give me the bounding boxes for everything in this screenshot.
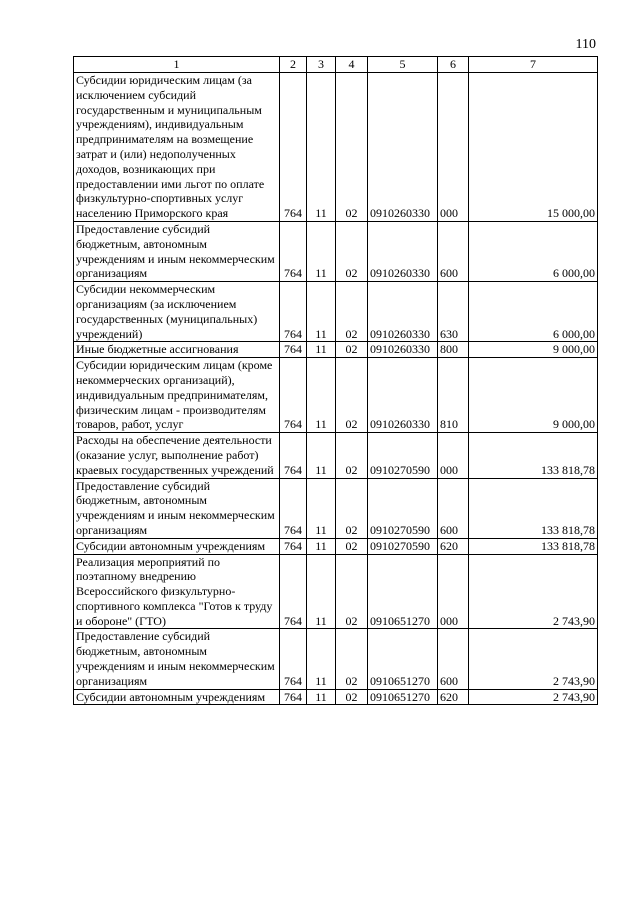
page-number: 110 [575, 37, 596, 52]
target-article-code: 0910651270 [368, 554, 438, 629]
column-header: 3 [307, 57, 336, 73]
row-description: Субсидии некоммерческим организациям (за исключением государственных (муниципальных) учреждений) [74, 282, 280, 342]
column-header: 2 [280, 57, 307, 73]
ministry-code: 764 [280, 629, 307, 689]
section-code: 11 [307, 73, 336, 222]
amount: 15 000,00 [469, 73, 598, 222]
amount: 9 000,00 [469, 342, 598, 358]
amount: 2 743,90 [469, 689, 598, 705]
table-row [74, 689, 598, 705]
section-code: 11 [307, 689, 336, 705]
section-code: 11 [307, 554, 336, 629]
subsection-code: 02 [336, 221, 368, 281]
expense-type-code: 000 [438, 433, 469, 478]
subsection-code: 02 [336, 73, 368, 222]
section-code: 11 [307, 358, 336, 433]
section-code: 11 [307, 538, 336, 554]
expense-type-code: 000 [438, 554, 469, 629]
expense-type-code: 600 [438, 221, 469, 281]
ministry-code: 764 [280, 282, 307, 342]
column-header: 6 [438, 57, 469, 73]
table-row [74, 478, 598, 538]
subsection-code: 02 [336, 554, 368, 629]
section-code: 11 [307, 282, 336, 342]
section-code: 11 [307, 478, 336, 538]
amount: 6 000,00 [469, 282, 598, 342]
ministry-code: 764 [280, 478, 307, 538]
target-article-code: 0910260330 [368, 73, 438, 222]
target-article-code: 0910270590 [368, 478, 438, 538]
target-article-code: 0910260330 [368, 342, 438, 358]
section-code: 11 [307, 221, 336, 281]
section-code: 11 [307, 629, 336, 689]
target-article-code: 0910651270 [368, 689, 438, 705]
expense-type-code: 630 [438, 282, 469, 342]
row-description: Иные бюджетные ассигнования [74, 342, 280, 358]
table-row [74, 554, 598, 629]
target-article-code: 0910260330 [368, 358, 438, 433]
row-description: Предоставление субсидий бюджетным, автономным учреждениям и иным некоммерческим организациям [74, 478, 280, 538]
amount: 2 743,90 [469, 629, 598, 689]
expense-type-code: 800 [438, 342, 469, 358]
table-row [74, 282, 598, 342]
row-description: Предоставление субсидий бюджетным, автономным учреждениям и иным некоммерческим организациям [74, 629, 280, 689]
header-row [74, 57, 598, 73]
column-header: 4 [336, 57, 368, 73]
column-header: 7 [469, 57, 598, 73]
ministry-code: 764 [280, 221, 307, 281]
expense-type-code: 600 [438, 629, 469, 689]
amount: 9 000,00 [469, 358, 598, 433]
table-row [74, 538, 598, 554]
amount: 6 000,00 [469, 221, 598, 281]
ministry-code: 764 [280, 358, 307, 433]
subsection-code: 02 [336, 538, 368, 554]
expense-type-code: 000 [438, 73, 469, 222]
budget-table [73, 56, 598, 705]
row-description: Расходы на обеспечение деятельности (оказание услуг, выполнение работ) краевых государственных учреждений [74, 433, 280, 478]
amount: 2 743,90 [469, 554, 598, 629]
table-row [74, 629, 598, 689]
row-description: Реализация мероприятий по поэтапному внедрению Всероссийского физкультурно-спортивного комплекса "Готов к труду и обороне" (ГТО) [74, 554, 280, 629]
target-article-code: 0910270590 [368, 433, 438, 478]
expense-type-code: 620 [438, 689, 469, 705]
expense-type-code: 600 [438, 478, 469, 538]
column-header: 5 [368, 57, 438, 73]
subsection-code: 02 [336, 689, 368, 705]
table-row [74, 73, 598, 222]
row-description: Субсидии автономным учреждениям [74, 689, 280, 705]
ministry-code: 764 [280, 433, 307, 478]
expense-type-code: 620 [438, 538, 469, 554]
expense-type-code: 810 [438, 358, 469, 433]
row-description: Субсидии юридическим лицам (за исключением субсидий государственным и муниципальным учреждениям), индивидуальным предпринимателям на возмещение затрат и (или) недополученных доходов, возникающих при предоставлении ими льгот по оплате физкультурно-спортивных услуг населению Приморского края [74, 73, 280, 222]
table-row [74, 433, 598, 478]
ministry-code: 764 [280, 342, 307, 358]
table-row [74, 342, 598, 358]
target-article-code: 0910270590 [368, 538, 438, 554]
ministry-code: 764 [280, 73, 307, 222]
row-description: Субсидии автономным учреждениям [74, 538, 280, 554]
subsection-code: 02 [336, 282, 368, 342]
ministry-code: 764 [280, 689, 307, 705]
section-code: 11 [307, 433, 336, 478]
subsection-code: 02 [336, 433, 368, 478]
amount: 133 818,78 [469, 538, 598, 554]
amount: 133 818,78 [469, 478, 598, 538]
subsection-code: 02 [336, 478, 368, 538]
target-article-code: 0910651270 [368, 629, 438, 689]
subsection-code: 02 [336, 342, 368, 358]
target-article-code: 0910260330 [368, 282, 438, 342]
row-description: Предоставление субсидий бюджетным, автономным учреждениям и иным некоммерческим организациям [74, 221, 280, 281]
column-header: 1 [74, 57, 280, 73]
ministry-code: 764 [280, 538, 307, 554]
table-row [74, 221, 598, 281]
section-code: 11 [307, 342, 336, 358]
amount: 133 818,78 [469, 433, 598, 478]
table-row [74, 358, 598, 433]
row-description: Субсидии юридическим лицам (кроме некоммерческих организаций), индивидуальным предпринимателям, физическим лицам - производителям товаров, работ, услуг [74, 358, 280, 433]
ministry-code: 764 [280, 554, 307, 629]
target-article-code: 0910260330 [368, 221, 438, 281]
subsection-code: 02 [336, 358, 368, 433]
subsection-code: 02 [336, 629, 368, 689]
